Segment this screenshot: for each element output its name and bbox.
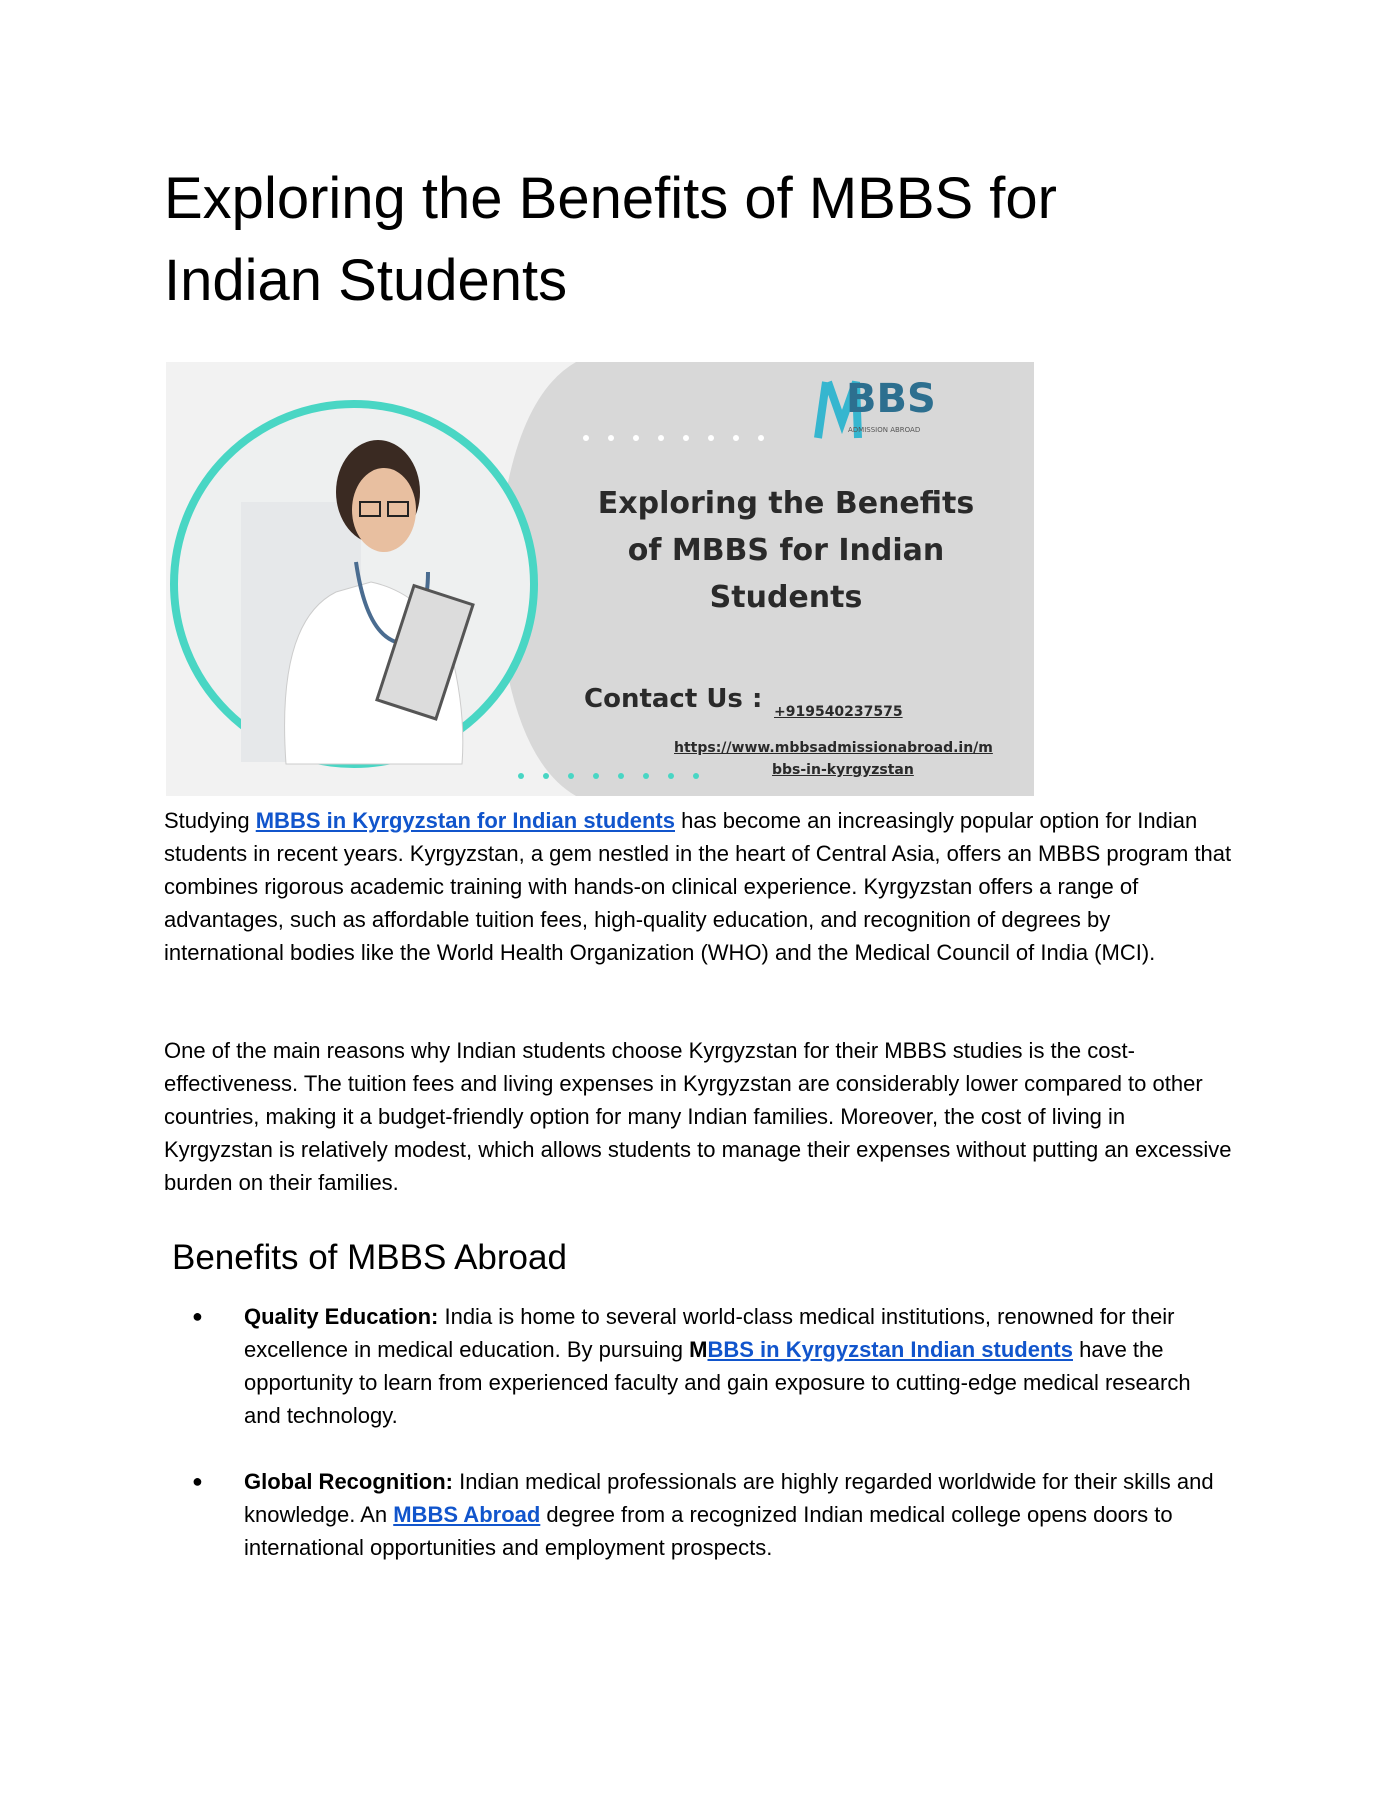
benefit-item-quality-education — [184, 1300, 1214, 1432]
banner-url-line2: bbs-in-kyrgyzstan — [772, 762, 914, 778]
mbbs-kyrgyzstan-indian-students-link[interactable]: BBS in Kyrgyzstan Indian students — [707, 1337, 1073, 1362]
benefit-text-before: Indian medical professionals are highly regarded worldwide for their skills and knowledge. An — [244, 1469, 1214, 1527]
document-title: Exploring the Benefits of MBBS for Indian Students — [164, 166, 1057, 313]
dots-bottom — [518, 773, 699, 779]
benefit-bold-letter: M — [689, 1337, 708, 1362]
banner-contact-label: Contact Us : — [584, 684, 763, 714]
doctor-face — [352, 468, 416, 552]
logo-subtext: ADMISSION ABROAD — [848, 426, 921, 434]
bullet-icon: ● — [192, 1471, 203, 1491]
banner-image — [166, 362, 1034, 796]
benefit-item-global-recognition — [184, 1465, 1214, 1564]
mbbs-kyrgyzstan-link[interactable]: MBBS in Kyrgyzstan for Indian students — [255, 808, 675, 833]
intro-text-before: Studying — [164, 808, 256, 833]
banner-url-line1: https://www.mbbsadmissionabroad.in/m — [674, 740, 993, 756]
bullet-icon: ● — [192, 1306, 203, 1326]
benefit-text-before: India is home to several world-class medical institutions, renowned for their excellence in medical education. By pursuing — [244, 1304, 1175, 1362]
benefit-label: Quality Education: — [244, 1304, 439, 1329]
intro-paragraph — [164, 804, 1234, 969]
logo-text: BBS — [846, 376, 936, 422]
dots-top — [583, 435, 764, 441]
benefits-list — [184, 1300, 1214, 1597]
benefit-label: Global Recognition: — [244, 1469, 453, 1494]
intro-text-after: has become an increasingly popular option for Indian students in recent years. Kyrgyzstan, a gem nestled in the heart of Central Asia, offers an MBBS program that combines rigorous academic training with hands-on clinical experience. Kyrgyzstan offers a range of advantages, such as affordable tuition fees, high-quality education, and recognition of degrees by international bodies like the World Health Organization (WHO) and the Medical Council of India (MCI). — [164, 808, 1232, 965]
mbbs-abroad-link[interactable]: MBBS Abroad — [393, 1502, 541, 1527]
benefit-text-after: have the opportunity to learn from experienced faculty and gain exposure to cutting-edge medical research and technology. — [244, 1337, 1191, 1428]
section-heading: Benefits of MBBS Abroad — [172, 1238, 567, 1277]
cost-paragraph: One of the main reasons why Indian students choose Kyrgyzstan for their MBBS studies is the cost-effectiveness. The tuition fees and living expenses in Kyrgyzstan are considerably lower compared to other countries, making it a budget-friendly option for many Indian families. Moreover, the cost of living in Kyrgyzstan is relatively modest, which allows students to manage their expenses without putting an excessive burden on their families. — [164, 1038, 1232, 1195]
benefit-text-after: degree from a recognized Indian medical college opens doors to international opportunities and employment prospects. — [244, 1502, 1173, 1560]
banner-headline: Exploring the Benefits of MBBS for Indian Students — [597, 486, 975, 615]
banner-phone: +919540237575 — [774, 704, 903, 720]
